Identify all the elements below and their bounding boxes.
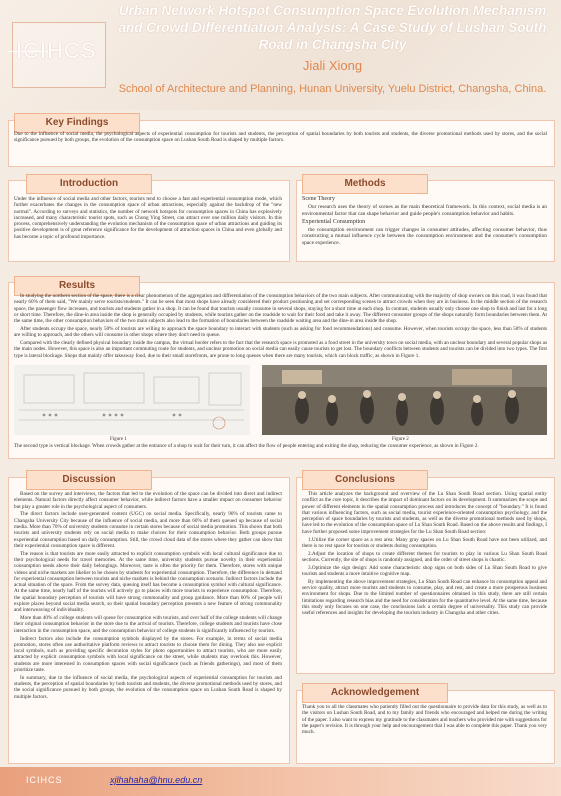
methods-title: Methods <box>302 174 428 194</box>
discussion-para: Based on the survey and interviews, the factors that led to the evolution of the space can be divided into direct and indirect elements. Natural factors directly affect consumer behavior, while indirect factors have a smaller impact on consumer behavior but play a greater role in the psychological aspect of consumers. <box>14 491 282 510</box>
conclusions-para: 3.Optimize the sign design: Add some characteristic shop signs on both sides of Lu Shan South Road to give tourists and students a more intuitive cognitive map. <box>302 564 547 578</box>
key-findings-text: Due to the influence of social media, the psychological aspects of experiential consumption for tourists and students, the perception of spatial boundaries by both tourists and students, the diverse promotional methods used by stores, and the social significance pursued by both groups, the evolution of the consumption space on Lushan South Road is shaped by multiple factors. <box>14 131 547 144</box>
poster-header <box>0 0 561 110</box>
methods-exp-heading: Experiential Consumption <box>302 218 366 225</box>
discussion-para: Indirect factors also include the consumption symbols displayed by the stores. For example, in terms of social media promotion, stores often use authoritative platform reviews to attract tourists to choose them for dining. They also use explicit local symbols, such as providing specific decoration styles for photo opportunities to attract tourists, who are more easily attracted by explicit consumption symbols with local significance on the street, while students may overlook this. However, students are more interested in consumption spaces with social significance (such as friends gatherings), and most of them prioritize taste. <box>14 635 282 674</box>
acknowledgement-text: Thank you to all the classmates who patiently filled out the questionnaire to provide data for this study, as well as to the visitors on Lushan South Road, and to my family and friends who encouraged and helped me during the writing of the paper. I also want to express my gratitude to the classmates and teachers who provided me with suggestions for the paper's revision. It is through your help and encouragement that I was able to complete this paper. Thank you very much. <box>302 704 547 736</box>
results-text-top <box>14 293 547 363</box>
author-email-link[interactable]: xjlhahaha@hnu.edu.cn <box>110 775 203 785</box>
discussion-para: More than 40% of college students will queue for consumption with tourists, and over half of the college students will change their original consumption behavior in the store due to the arrival of tourists. Therefore, college students and tourists have close interaction in the consumption space, and the consumption behavior of college students is significantly influenced by tourists. <box>14 615 282 634</box>
figure-1-image <box>14 365 250 435</box>
figure-2-graphic <box>262 365 547 435</box>
discussion-title: Discussion <box>26 470 152 490</box>
introduction-title: Introduction <box>26 174 152 194</box>
conclusions-para: By implementing the above improvement strategies, Lu Shan South Road can enhance its consumption appeal and service quality, attract more tourists and students to consume, play, and rest, and create a more prosperous business environment for shops. Due to the limited number of questionnaires obtained in this study, there are still certain limitations regarding research bias and the need for consideration for the quantitative level. At the same time, because this study only focuses on one case, the conclusions lack a certain degree of universality. This study can provide useful references and insights for developing the tourism industry in Changsha and other cities. <box>302 578 547 617</box>
conclusions-para: This article analyzes the background and overview of the Lu Shan South Road section. Using spatial entity conflict as the core topic, it describes the impact of dominant factors on its development. It summarizes the scope and power of different elements in the spatial consumption process and introduces the concept of "boundary." It is found that various influencing factors, such as social media, tourist experience-oriented consumption psychology, and the perception of space boundaries by tourists and students, as well as the diverse promotional methods used by shops, have led to the evolution of the consumption space of Lu Shan South Road. Based on the above results and findings, I have further proposed some improvement strategies for the Lu Shan South Road section: <box>302 491 547 535</box>
poster-title: Urban Network Hotspot Consumption Space Evolution Mechanism and Crowd Differentiation Analysis: A Case Study of Lushan South Road in Changsha City <box>118 3 547 52</box>
introduction-text: Under the influence of social media and other factors, tourists tend to choose a fast and experiential consumption mode, which further exacerbates the changes in the consumption space of urban attractions, especially against the backdrop of the "new normal". According to surveys and statistics, the number of network hotspots for consumption spaces in China has explosively increased, and many characteristic tourist spots, such as Chong Ying Street, can attract over one million daily visitors. In this process, comprehensively understanding the evolution mechanism of the consumption space of urban attractions and guiding its positive development is of great reference significance for the development of attraction spaces in China and even globally and has become a topic of profound importance. <box>14 196 282 240</box>
results-p4: The second type is vertical blockage. When crowds gather at the entrance of a shop to wait for their turn, it can affect the flow of people entering and exiting the shop, reducing the consumer experience, as shown in Figure 2. <box>14 443 479 449</box>
results-p2: After students occupy the space, nearly 50% of tourists are willing to approach the space boundary to interact with students (such as asking for food recommendations) and consume. However, when tourists occupy the space, less than 50% of students are willing to approach, and the others will consume in other shops where they don't need to queue. <box>14 325 547 339</box>
discussion-para: The direct factors include user-generated content (UGC) on social media. Specifically, nearly 90% of tourists came to Changsha University City because of the influence of social media, and more than 60% of them queued up because of social media. More than 70% of university students consume in certain stores because of social media promotion. This shows that both tourists and university students rely on social media to make choices for their consumption behavior. Both groups pursue experiential consumption based on daily consumption. Still, the crowd cloud data of the stores where they gather can show that their experiential consumption space is different. <box>14 511 282 549</box>
author-affiliation: School of Architecture and Planning, Hunan University, Yuelu District, Changsha, China. <box>118 83 547 95</box>
acknowledgement-title: Acknowledgement <box>302 683 448 703</box>
conclusions-title: Conclusions <box>302 470 428 490</box>
author-name: Jiali Xiong <box>302 58 363 73</box>
discussion-para: The reason is that tourists are more easily attracted to explicit consumption symbols with local cultural significance due to their psychological needs for travel memories. At the same time, university students pursue novelty in their experiential consumption needs above their daily belongings. Moreover, taste is often the priority for them. Therefore, stores with unique videos and niche markets are likelier to be chosen by students for experiential consumption. Therefore, the difference in demand for experiential consumption between tourists and niche markets is behind the consumption scenario. Indirect factors include the actual situation of the space. From the survey data, queuing itself has become a consumption symbol with cultural significance. At the same time, nearly half of the tourists will actively go to places with more tourists to experience consumption. Therefore, the spatial boundary perception of tourists will have strong commonality and group guidance. More than 60% of people will explore places beyond social media search, so their spatial boundary perception presents a new feature of strong commonality and interweaving of individuality. <box>14 550 282 614</box>
conclusions-text <box>302 491 547 669</box>
figure-2-image <box>262 365 547 435</box>
discussion-text <box>14 491 282 759</box>
figure-2-caption: Figure 2 <box>392 437 409 442</box>
methods-scene-text: Our research uses the theory of scenes as the main theoretical framework. In this context, social media is an environmental factor that can shape behavior and guide people's consumption behavior and habits. <box>302 204 547 217</box>
poster-footer <box>0 767 561 796</box>
footer-logo: ICIHCS <box>26 775 63 785</box>
conclusions-para: 1.Utilize the corner space as a rest area: Many gray spaces on Lu Shan South Road have not been utilized, and there is no rest space for tourists or students during consumption. <box>302 536 547 549</box>
discussion-para: In summary, due to the influence of social media, the psychological aspects of experiential consumption for tourists and students, the perception of spatial boundaries by both tourists and students, the diverse promotional methods used by stores, and the social significance pursued by both groups, the evolution of the consumption space on Lushan South Road is shaped by multiple factors. <box>14 674 282 700</box>
logo-text: ICIHCS <box>16 38 97 63</box>
results-p1: In studying the northern section of the space, there is a clear phenomenon of the aggregation and differentiation of the consumption behaviors of the two main subjects. After communicating with the majority of shop owners on this road, it was found that nearly 60% of them said, "We mainly serve tourists/students." It can be seen that most shops have already considered their product positioning and set corresponding scenes to attract crowds when they are in business. In the middle section of the research space, the passenger flow increases, and tourists and students gather in a shop. It can be found that tourists usually consume in several shops, staying for a short time at each shop. In contrast, students usually only choose one shop to finish and last for a long or short time. Therefore, the dine-in area inside the shop is generally occupied by students, while tourists gather on the roadside to wait for their food and take it away. The different consumer groups of the shops naturally form boundaries between them. At the same time, the other consumption behaviors of the two main subjects also lead to the formation of boundaries between the roadside waiting area and the dine-in area inside the shop. <box>14 293 547 325</box>
methods-scene-heading: Scene Theory <box>302 196 336 202</box>
key-findings-title: Key Findings <box>14 113 140 133</box>
figure-1-caption: Figure 1 <box>110 437 127 442</box>
results-p3: Compared with the clearly defined physical boundary inside the campus, the virtual border refers to the fact that the research space is promoted as a food street in the university town on social media, with an unclear boundary and several popular shops as the main nodes. However, this space is also an important commuting route for students, and unclear promotion on social media can easily cause tourists to get lost. The boundary conflicts between students and tourists can be divided into two types. The first type is lateral blockage. Shops that mainly offer takeaway food, due to their small storefronts, are prone to long queues when there are many tourists, which can block traffic, as shown in Figure 1. <box>14 340 547 359</box>
results-title: Results <box>14 276 140 296</box>
methods-exp-text: the consumption environment can trigger changes in consumer attitudes, affecting consumer behavior, thus constructing a mutual influence cycle between the consumption environment and the consumer's consumption space experience. <box>302 226 547 247</box>
figure-1-graphic <box>14 365 250 435</box>
conclusions-para: 2.Adjust the location of shops to create different themes for tourists to play in various Lu Shan South Road sections. Currently, the site of shops is randomly assigned, and the order of street shops is chaotic. <box>302 550 547 563</box>
methods-text <box>302 196 547 258</box>
